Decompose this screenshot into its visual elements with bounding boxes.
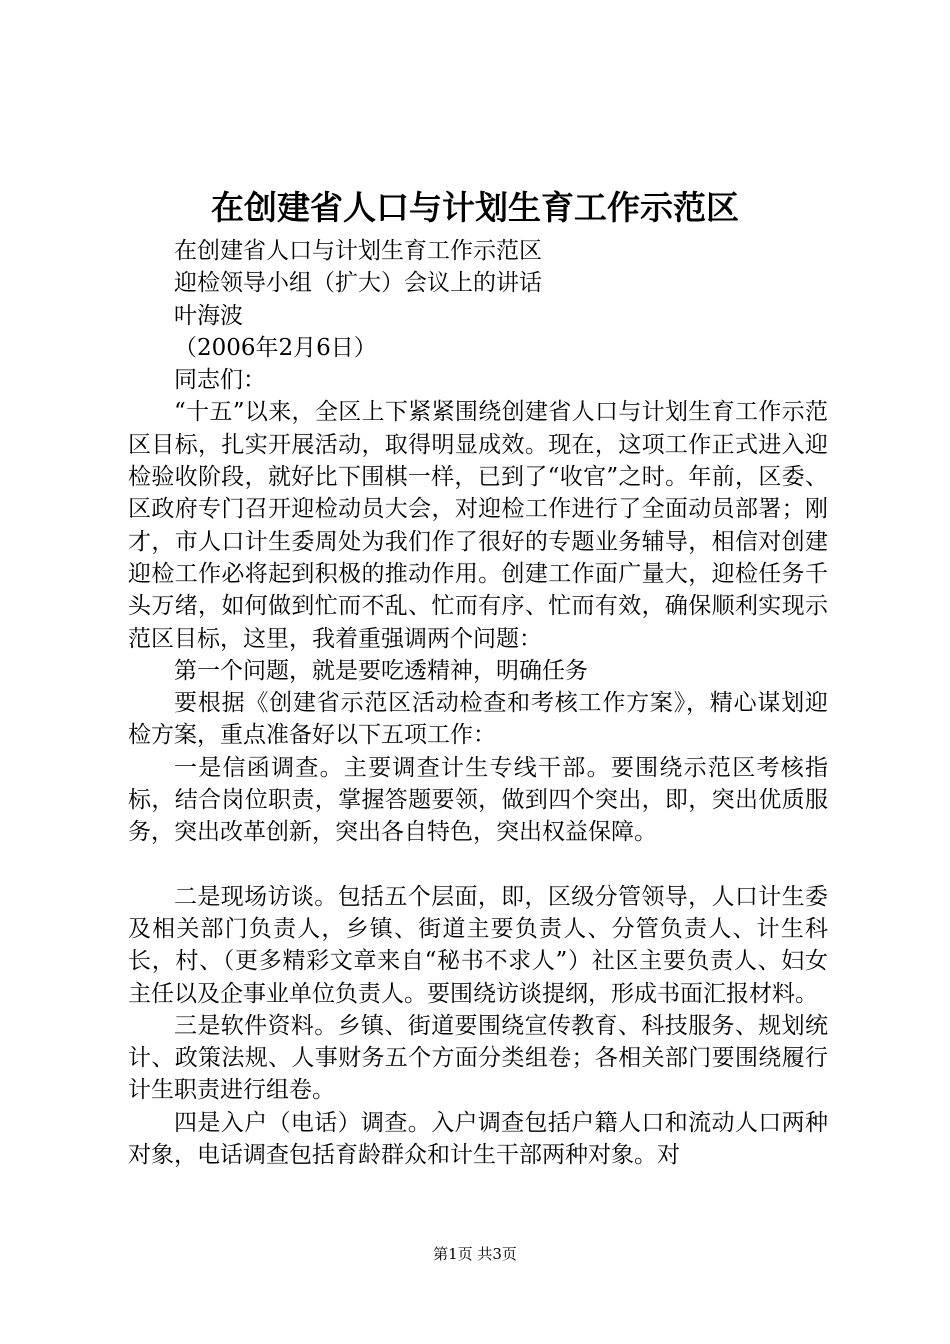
paragraph: （2006年2月6日） [174, 334, 377, 361]
section-heading: 第一个问题，就是要吃透精神，明确任务 [174, 657, 588, 684]
paragraph: 三是软件资料。乡镇、街道要围绕宣传教育、科技服务、规划统计、政策法规、人事财务五个方面分类组卷；各相关部门要围绕履行计生职责进行组卷。 [128, 1012, 828, 1104]
paragraph: 同志们： [174, 367, 266, 394]
document-body [128, 235, 828, 1171]
paragraph: 要根据《创建省示范区活动检查和考核工作方案》，精心谋划迎检方案，重点准备好以下五项工作： [128, 690, 828, 749]
page-footer: 第1页 共3页 [433, 1245, 517, 1263]
paragraph: 一是信函调查。主要调查计生专线干部。要围绕示范区考核指标，结合岗位职责，掌握答题要领，做到四个突出，即，突出优质服务，突出改革创新，突出各自特色，突出权益保障。 [128, 754, 828, 846]
paragraph: 二是现场访谈。包括五个层面，即，区级分管领导，人口计生委及相关部门负责人，乡镇、街道主要负责人、分管负责人、计生科长，村、（更多精彩文章来自“秘书不求人”）社区主要负责人、妇女主任以及企事业单位负责人。要围绕访谈提纲，形成书面汇报材料。 [128, 883, 828, 1007]
paragraph: 四是入户（电话）调查。入户调查包括户籍人口和流动人口两种对象，电话调查包括育龄群众和计生干部两种对象。对 [128, 1109, 828, 1169]
paragraph: “十五”以来，全区上下紧紧围绕创建省人口与计划生育工作示范区目标，扎实开展活动，取得明显成效。现在，这项工作正式进入迎检验收阶段，就好比下围棋一样，已到了“收官”之时。年前，区委、区政府专门召开迎检动员大会，对迎检工作进行了全面动员部署；刚才，市人口计生委周处为我们作了很好的专题业务辅导，相信对创建迎检工作必将起到积极的推动作用。创建工作面广量大，迎检任务千头万绪，如何做到忙而不乱、忙而有序、忙而有效，确保顺利实现示范区目标，这里，我着重强调两个问题： [128, 399, 828, 652]
paragraph: 叶海波 [174, 302, 243, 329]
document-title: 在创建省人口与计划生育工作示范区 [211, 188, 739, 227]
paragraph: 迎检领导小组（扩大）会议上的讲话 [174, 270, 542, 297]
paragraph: 在创建省人口与计划生育工作示范区 [174, 238, 542, 264]
